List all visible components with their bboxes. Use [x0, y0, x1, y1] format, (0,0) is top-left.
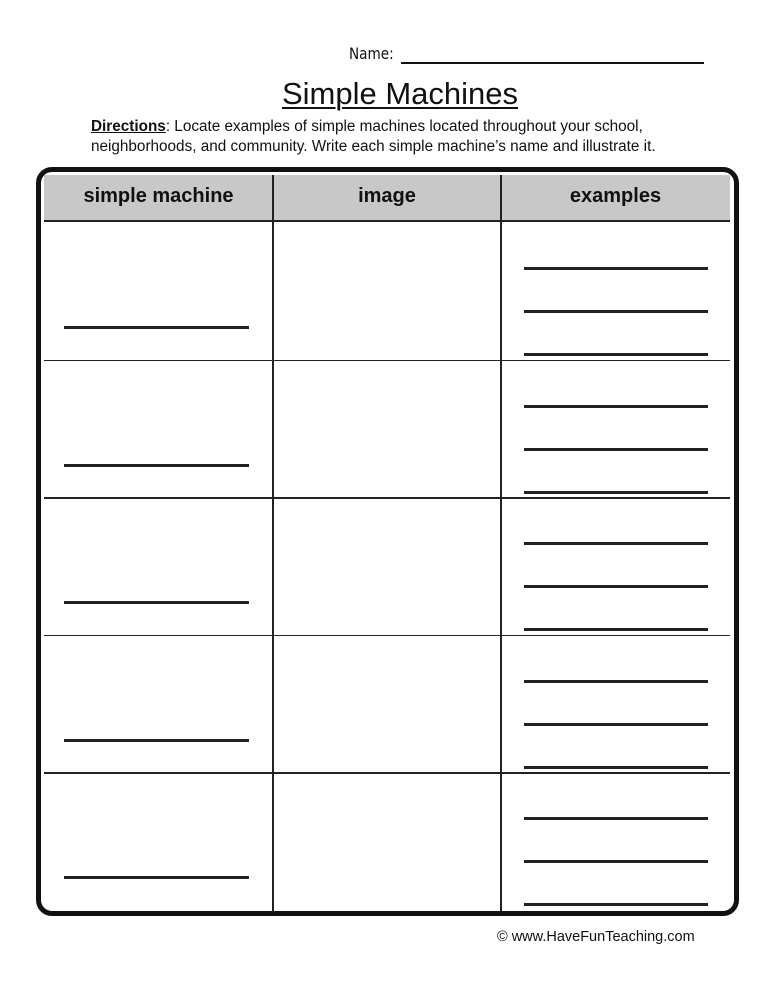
example-line[interactable] — [524, 542, 708, 545]
image-drawing-area[interactable] — [274, 637, 500, 771]
image-drawing-area[interactable] — [274, 362, 500, 496]
simple-machine-name-line[interactable] — [64, 739, 249, 742]
simple-machine-name-line[interactable] — [64, 876, 249, 879]
example-line[interactable] — [524, 310, 708, 313]
name-input-line[interactable] — [401, 62, 704, 64]
directions-text: : Locate examples of simple machines located throughout your school, neighborhoods, and community. Write each simple machine’s name and illustrate it. — [91, 118, 656, 155]
example-line[interactable] — [524, 766, 708, 769]
table-header — [44, 175, 730, 222]
example-line[interactable] — [524, 628, 708, 631]
directions-label: Directions — [91, 118, 166, 135]
image-drawing-area[interactable] — [274, 224, 500, 358]
example-line[interactable] — [524, 353, 708, 356]
page-title: Simple Machines — [281, 76, 519, 111]
directions — [91, 117, 731, 157]
example-line[interactable] — [524, 817, 708, 820]
example-line[interactable] — [524, 448, 708, 451]
column-header-image: image — [358, 185, 416, 207]
simple-machine-name-line[interactable] — [64, 601, 249, 604]
example-line[interactable] — [524, 903, 708, 906]
example-line[interactable] — [524, 267, 708, 270]
column-header-examples: examples — [569, 185, 662, 207]
example-line[interactable] — [524, 723, 708, 726]
name-label: Name: — [349, 44, 394, 63]
example-line[interactable] — [524, 680, 708, 683]
example-line[interactable] — [524, 860, 708, 863]
copyright-footer: © www.HaveFunTeaching.com — [497, 929, 695, 945]
simple-machine-name-line[interactable] — [64, 326, 249, 329]
image-drawing-area[interactable] — [274, 774, 500, 908]
example-line[interactable] — [524, 405, 708, 408]
example-line[interactable] — [524, 491, 708, 494]
simple-machine-name-line[interactable] — [64, 464, 249, 467]
image-drawing-area[interactable] — [274, 499, 500, 633]
example-line[interactable] — [524, 585, 708, 588]
column-divider — [500, 175, 502, 911]
column-header-simple-machine: simple machine — [83, 185, 234, 207]
